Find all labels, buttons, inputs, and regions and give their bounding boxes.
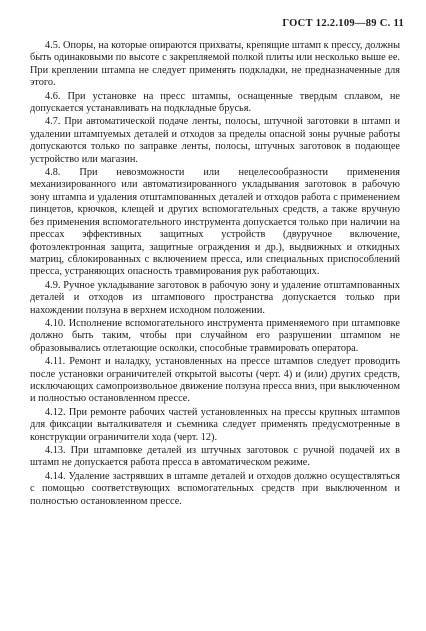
- paragraph-4-9: 4.9. Ручное укладывание заготовок в рабочую зону и удаление отштампованных деталей и отходов из штампового пространства допускается только при нахождении ползуна в верхнем исходном положении.: [30, 279, 400, 316]
- document-body: [30, 40, 400, 509]
- paragraph-4-11: 4.11. Ремонт и наладку, установленных на прессе штампов следует проводить после установки ограничителей открытой высоты (черт. 4) и (или) других средств, исключающих самопроизвольное движение ползуна пресса вниз, при выключенном и полностью остановленном прессе.: [30, 356, 400, 405]
- paragraph-4-14: 4.14. Удаление застрявших в штампе деталей и отходов должно осуществляться с помощью соответствующих вспомогательных средств при выключенном и полностью остановленном прессе.: [30, 470, 400, 507]
- paragraph-4-13: 4.13. При штамповке деталей из штучных заготовок с ручной подачей их в штамп не допускается работа пресса в автоматическом режиме.: [30, 445, 400, 469]
- paragraph-4-7: 4.7. При автоматической подаче ленты, полосы, штучной заготовки в штамп и удалении штампуемых деталей и отходов за пределы опасной зоны ручные работы допускаются только по заправке ленты, полосы, штучных заготовок в подающее устройство или магазин.: [30, 116, 400, 165]
- paragraph-4-12: 4.12. При ремонте рабочих частей установленных на прессы крупных штампов для фиксации выталкивателя и съемника следует применять предусмотренные в конструкции ограничители хода (черт. 12).: [30, 406, 400, 443]
- paragraph-4-8: 4.8. При невозможности или нецелесообразности применения механизированного или автоматизированного укладывания заготовок в рабочую зону штампа и удаления отштампованных деталей и отходов работа с применением пинцетов, крючков, клещей и других вспомогательных средств, а также вручную без применения вспомогательного инструмента допускается только при наличии на прессах эффективных защитных устройств (двуручное включение, фотоэлектронная защита, защитные ограждения и др.), выдвижных и откидных матриц, сблокированных с включением пресса, или специальных приспособлений пресса, устраняющих опасность травмирования рук работающих.: [30, 167, 400, 278]
- paragraph-4-6: 4.6. При установке на пресс штампы, оснащенные твердым сплавом, не допускается устанавливать на подкладные брусья.: [30, 90, 400, 115]
- paragraph-4-10: 4.10. Исполнение вспомогательного инструмента применяемого при штамповке должно быть таким, чтобы при случайном его разрушении штампом не образовывались отлетающие осколки, способные травмировать оператора.: [30, 317, 400, 354]
- paragraph-4-5: 4.5. Опоры, на которые опираются прихваты, крепящие штамп к прессу, должны быть одинаковыми по высоте с закрепляемой полкой плиты или несколько выше ее. При креплении штампа не следует применять подкладки, не предназначенные для этого.: [30, 40, 400, 89]
- page-header: ГОСТ 12.2.109—89 С. 11: [282, 18, 404, 29]
